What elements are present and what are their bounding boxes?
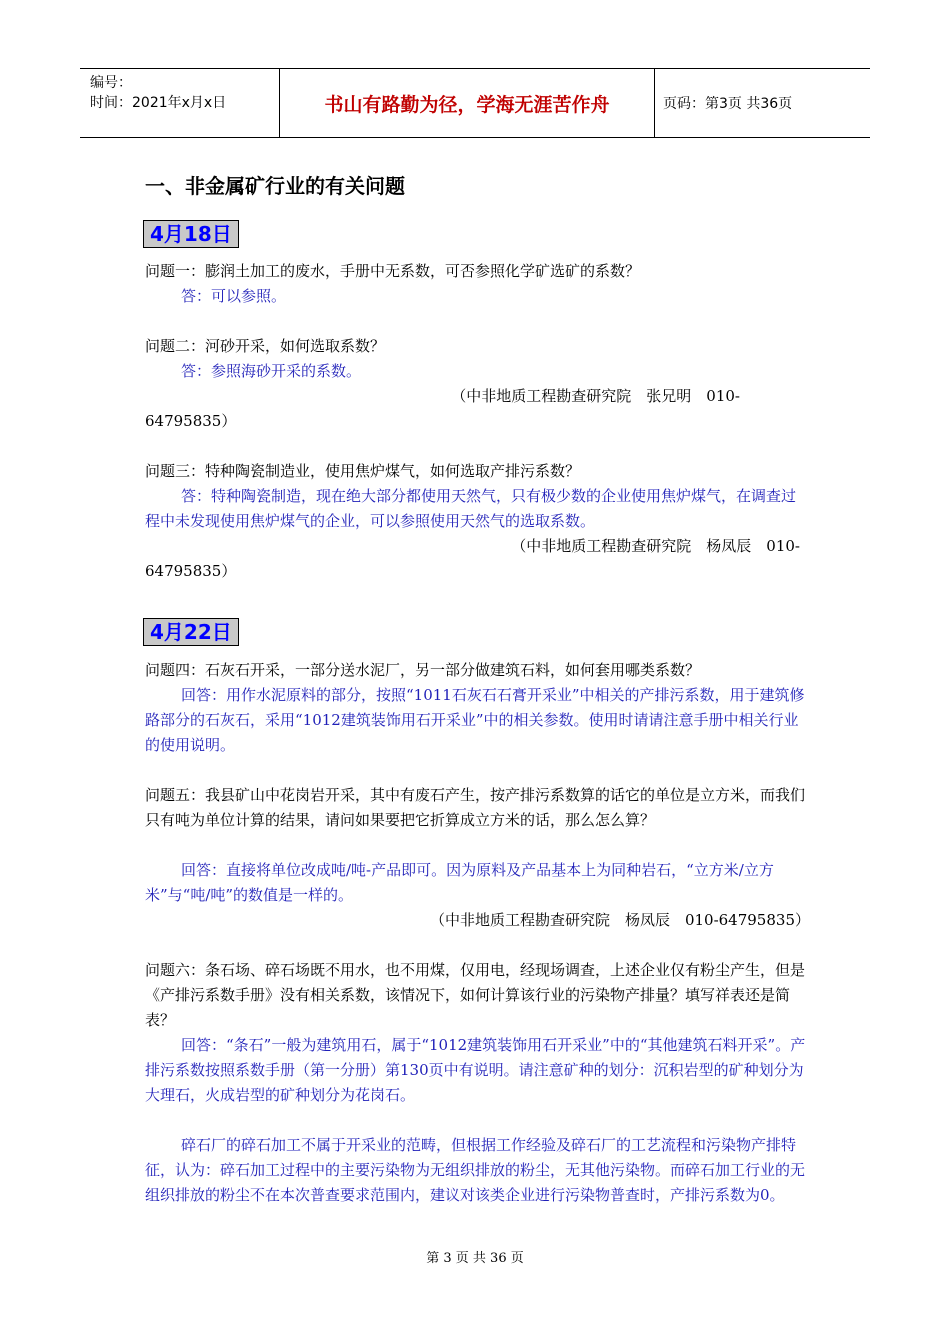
question-2: 问题二：河砂开采，如何选取系数？: [145, 337, 386, 355]
answer-5: 回答：直接将单位改成吨/吨-产品即可。因为原料及产品基本上为同种岩石，“立方米/立方米”与“吨/吨”的数值是一样的。: [145, 861, 774, 904]
contact-2-line1: （中非地质工程勘查研究院 张兄明 010-: [451, 387, 740, 405]
contact-2-line2: 64795835）: [145, 412, 237, 430]
answer-2: 答：参照海砂开采的系数。: [181, 362, 362, 380]
document-number-label: 编号：: [90, 75, 132, 91]
answer-1: 答：可以参照。: [181, 287, 287, 305]
header-motto: 书山有路勤为径，学海无涯苦作舟: [280, 69, 655, 137]
document-date: 时间：2021年x月x日: [90, 95, 227, 111]
page-footer: 第 3 页 共 36 页: [426, 1251, 524, 1266]
question-3: 问题三：特种陶瓷制造业，使用焦炉煤气，如何选取产排污系数？: [145, 462, 581, 480]
header-page-info: 页码：第3页 共36页: [663, 96, 793, 112]
answer-4: 回答：用作水泥原料的部分，按照“1011石灰石石膏开采业”中相关的产排污系数，用于建筑修路部分的石灰石，采用“1012建筑装饰用石开采业”中的相关参数。使用时请请注意手册中相关行业的使用说明。: [145, 686, 805, 754]
contact-5: （中非地质工程勘查研究院 杨凤辰 010-64795835）: [429, 911, 810, 929]
date-heading-apr18: 4月18日: [143, 220, 239, 248]
contact-3-line1: （中非地质工程勘查研究院 杨凤辰 010-: [511, 537, 800, 555]
section-title: 一、非金属矿行业的有关问题: [145, 174, 405, 198]
header-meta: [80, 69, 280, 137]
question-1: 问题一：膨润土加工的废水，手册中无系数，可否参照化学矿选矿的系数？: [145, 262, 641, 280]
answer-6-part1: 回答：“条石”一般为建筑用石，属于“1012建筑装饰用石开采业”中的“其他建筑石料开采”。产排污系数按照系数手册（第一分册）第130页中有说明。请注意矿种的划分：沉积岩型的矿种划分为大理石，火成岩型的矿种划分为花岗石。: [145, 1036, 806, 1104]
answer-3: 答：特种陶瓷制造，现在绝大部分都使用天然气，只有极少数的企业使用焦炉煤气，在调查过程中未发现使用焦炉煤气的企业，可以参照使用天然气的选取系数。: [145, 487, 797, 530]
question-4: 问题四：石灰石开采，一部分送水泥厂，另一部分做建筑石料，如何套用哪类系数？: [145, 661, 701, 679]
question-6: 问题六：条石场、碎石场既不用水，也不用煤，仅用电，经现场调查，上述企业仅有粉尘产生，但是《产排污系数手册》没有相关系数，该情况下，如何计算该行业的污染物产排量？填写祥表还是简表？: [145, 961, 806, 1029]
question-5: 问题五：我县矿山中花岗岩开采，其中有废石产生，按产排污系数算的话它的单位是立方米，而我们只有吨为单位计算的结果，请问如果要把它折算成立方米的话，那么怎么算？: [145, 786, 806, 829]
page-header: [80, 68, 870, 138]
date-heading-apr22: 4月22日: [143, 618, 239, 646]
contact-3-line2: 64795835）: [145, 562, 237, 580]
answer-6-part2: 碎石厂的碎石加工不属于开采业的范畴，但根据工作经验及碎石厂的工艺流程和污染物产排特征，认为：碎石加工过程中的主要污染物为无组织排放的粉尘，无其他污染物。而碎石加工行业的无组织排放的粉尘不在本次普查要求范围内，建议对该类企业进行污染物普查时，产排污系数为0。: [145, 1136, 806, 1204]
